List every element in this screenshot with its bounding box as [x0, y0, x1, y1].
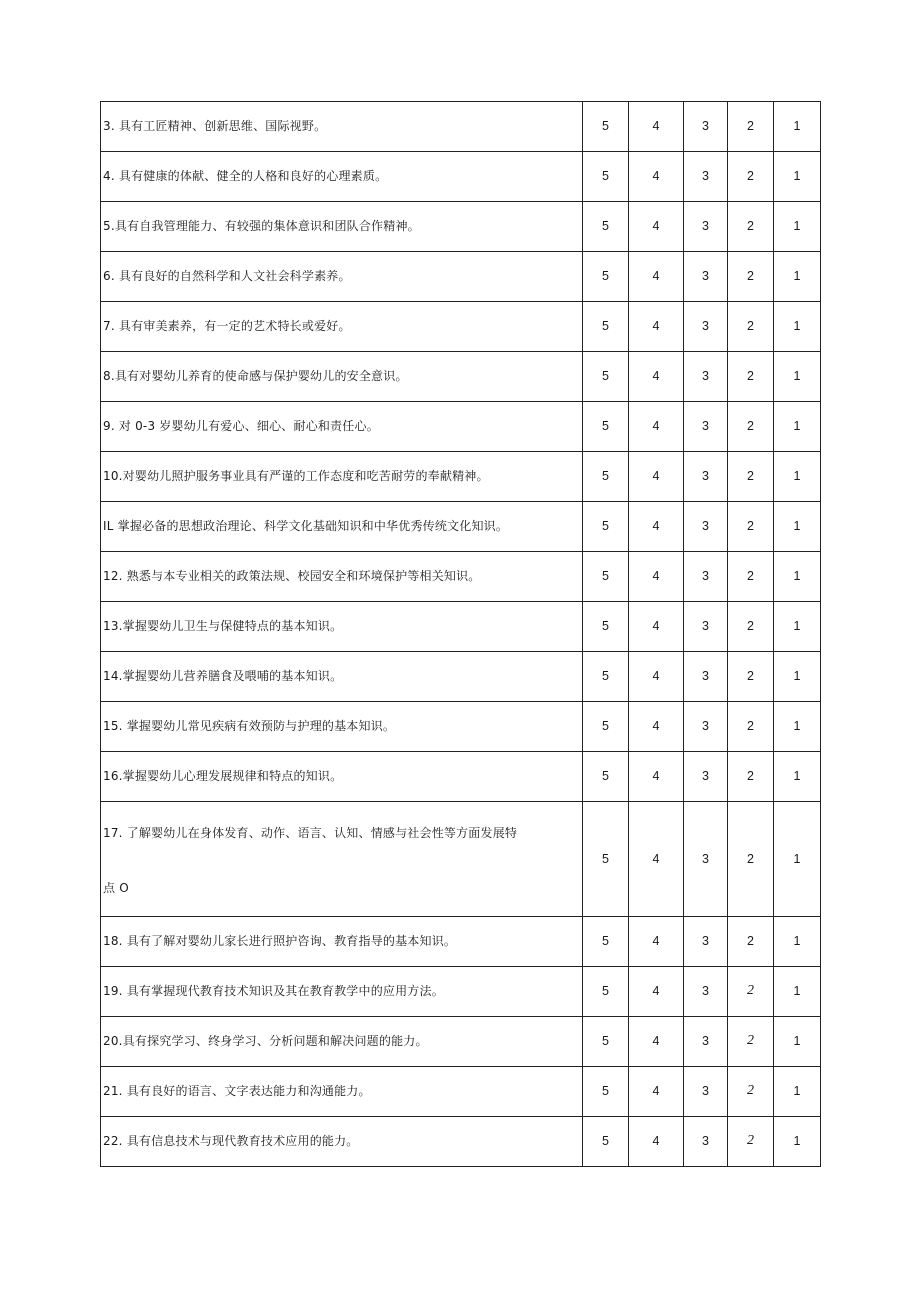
score-4[interactable]: 4: [629, 1117, 684, 1167]
score-1[interactable]: 1: [774, 102, 821, 152]
item-text-line: 17. 了解婴幼儿在身体发育、动作、语言、认知、情感与社会性等方面发展特: [103, 826, 518, 840]
score-4[interactable]: 4: [629, 602, 684, 652]
score-1[interactable]: 1: [774, 352, 821, 402]
score-3[interactable]: 3: [684, 702, 728, 752]
score-4[interactable]: 4: [629, 552, 684, 602]
score-1[interactable]: 1: [774, 202, 821, 252]
score-2[interactable]: 2: [728, 502, 774, 552]
score-1[interactable]: 1: [774, 652, 821, 702]
table-row: [101, 1067, 821, 1117]
score-5[interactable]: 5: [583, 802, 629, 917]
score-3[interactable]: 3: [684, 402, 728, 452]
score-3[interactable]: 3: [684, 252, 728, 302]
table-row: [101, 252, 821, 302]
item-text: 15. 掌握婴幼儿常见疾病有效预防与护理的基本知识。: [101, 702, 583, 752]
score-4[interactable]: 4: [629, 152, 684, 202]
item-text: 13.掌握婴幼儿卫生与保健特点的基本知识。: [101, 602, 583, 652]
item-text: 9. 对 0-3 岁婴幼儿有爱心、细心、耐心和责任心。: [101, 402, 583, 452]
table-row: [101, 152, 821, 202]
score-4[interactable]: 4: [629, 702, 684, 752]
score-4[interactable]: 4: [629, 1017, 684, 1067]
score-3[interactable]: 3: [684, 652, 728, 702]
table-row: [101, 967, 821, 1017]
score-3[interactable]: 3: [684, 102, 728, 152]
item-text: 14.掌握婴幼儿营养膳食及喂哺的基本知识。: [101, 652, 583, 702]
rating-table: [100, 101, 821, 1167]
item-text: 8.具有对婴幼儿养育的使命感与保护婴幼儿的安全意识。: [101, 352, 583, 402]
score-2[interactable]: 2: [728, 452, 774, 502]
score-3[interactable]: 3: [684, 152, 728, 202]
score-2[interactable]: 2: [728, 352, 774, 402]
score-4[interactable]: 4: [629, 917, 684, 967]
score-5[interactable]: 5: [583, 1067, 629, 1117]
score-4[interactable]: 4: [629, 302, 684, 352]
score-1[interactable]: 1: [774, 552, 821, 602]
score-4[interactable]: 4: [629, 452, 684, 502]
score-2[interactable]: 2: [728, 252, 774, 302]
table-row: [101, 452, 821, 502]
score-5[interactable]: 5: [583, 917, 629, 967]
score-3[interactable]: 3: [684, 452, 728, 502]
table-row: [101, 917, 821, 967]
score-3[interactable]: 3: [684, 917, 728, 967]
table-row: [101, 102, 821, 152]
score-4[interactable]: 4: [629, 1067, 684, 1117]
item-text: 18. 具有了解对婴幼儿家长进行照护咨询、教育指导的基本知识。: [101, 917, 583, 967]
score-2[interactable]: 2: [728, 802, 774, 917]
table-row: [101, 752, 821, 802]
score-5[interactable]: 5: [583, 1117, 629, 1167]
item-text: 5.具有自我管理能力、有较强的集体意识和团队合作精神。: [101, 202, 583, 252]
table-row: [101, 1117, 821, 1167]
item-text: 20.具有探究学习、终身学习、分析问题和解决问题的能力。: [101, 1017, 583, 1067]
score-1[interactable]: 1: [774, 917, 821, 967]
score-3[interactable]: 3: [684, 802, 728, 917]
score-2[interactable]: 2: [728, 152, 774, 202]
table-row: [101, 202, 821, 252]
score-2[interactable]: 2: [728, 1117, 774, 1167]
score-5[interactable]: 5: [583, 302, 629, 352]
score-1[interactable]: 1: [774, 252, 821, 302]
score-5[interactable]: 5: [583, 702, 629, 752]
score-2[interactable]: 2: [728, 1017, 774, 1067]
item-text: 21. 具有良好的语言、文字表达能力和沟通能力。: [101, 1067, 583, 1117]
item-text-line: 点 O: [103, 881, 129, 895]
score-1[interactable]: 1: [774, 602, 821, 652]
score-1[interactable]: 1: [774, 1117, 821, 1167]
table-row: [101, 602, 821, 652]
score-4[interactable]: 4: [629, 502, 684, 552]
table-row: [101, 702, 821, 752]
score-5[interactable]: 5: [583, 752, 629, 802]
score-4[interactable]: 4: [629, 102, 684, 152]
score-1[interactable]: 1: [774, 752, 821, 802]
table-row: [101, 402, 821, 452]
score-4[interactable]: 4: [629, 202, 684, 252]
score-2[interactable]: 2: [728, 302, 774, 352]
score-5[interactable]: 5: [583, 502, 629, 552]
score-3[interactable]: 3: [684, 1067, 728, 1117]
score-2[interactable]: 2: [728, 102, 774, 152]
score-4[interactable]: 4: [629, 252, 684, 302]
score-4[interactable]: 4: [629, 752, 684, 802]
table-row: [101, 652, 821, 702]
table-row: [101, 502, 821, 552]
item-text: 10.对婴幼儿照护服务事业具有严谨的工作态度和吃苦耐劳的奉献精神。: [101, 452, 583, 502]
score-1[interactable]: 1: [774, 1017, 821, 1067]
score-2[interactable]: 2: [728, 652, 774, 702]
score-5[interactable]: 5: [583, 252, 629, 302]
score-4[interactable]: 4: [629, 802, 684, 917]
score-5[interactable]: 5: [583, 652, 629, 702]
table-row: [101, 802, 821, 917]
item-text: 22. 具有信息技术与现代教育技术应用的能力。: [101, 1117, 583, 1167]
item-text: IL 掌握必备的思想政治理论、科学文化基础知识和中华优秀传统文化知识。: [101, 502, 583, 552]
table-row: [101, 352, 821, 402]
score-2[interactable]: 2: [728, 967, 774, 1017]
score-5[interactable]: 5: [583, 552, 629, 602]
score-3[interactable]: 3: [684, 502, 728, 552]
score-1[interactable]: 1: [774, 802, 821, 917]
score-1[interactable]: 1: [774, 402, 821, 452]
score-4[interactable]: 4: [629, 652, 684, 702]
item-text: 7. 具有审美素养，有一定的艺术特长或爱好。: [101, 302, 583, 352]
item-text: [101, 802, 583, 917]
score-3[interactable]: 3: [684, 967, 728, 1017]
item-text: 3. 具有工匠精神、创新思维、国际视野。: [101, 102, 583, 152]
score-5[interactable]: 5: [583, 452, 629, 502]
score-3[interactable]: 3: [684, 1017, 728, 1067]
score-5[interactable]: 5: [583, 402, 629, 452]
score-1[interactable]: 1: [774, 152, 821, 202]
score-1[interactable]: 1: [774, 1067, 821, 1117]
item-text: 6. 具有良好的自然科学和人文社会科学素养。: [101, 252, 583, 302]
score-5[interactable]: 5: [583, 202, 629, 252]
item-text: 16.掌握婴幼儿心理发展规律和特点的知识。: [101, 752, 583, 802]
score-1[interactable]: 1: [774, 502, 821, 552]
score-2[interactable]: 2: [728, 202, 774, 252]
score-1[interactable]: 1: [774, 702, 821, 752]
score-2[interactable]: 2: [728, 402, 774, 452]
score-2[interactable]: 2: [728, 702, 774, 752]
score-3[interactable]: 3: [684, 752, 728, 802]
score-4[interactable]: 4: [629, 352, 684, 402]
score-3[interactable]: 3: [684, 552, 728, 602]
score-5[interactable]: 5: [583, 102, 629, 152]
score-1[interactable]: 1: [774, 452, 821, 502]
table-row: [101, 1017, 821, 1067]
score-2[interactable]: 2: [728, 917, 774, 967]
table-row: [101, 552, 821, 602]
score-5[interactable]: 5: [583, 152, 629, 202]
score-1[interactable]: 1: [774, 302, 821, 352]
score-5[interactable]: 5: [583, 352, 629, 402]
score-5[interactable]: 5: [583, 1017, 629, 1067]
score-3[interactable]: 3: [684, 352, 728, 402]
score-2[interactable]: 2: [728, 552, 774, 602]
item-text: 19. 具有掌握现代教育技术知识及其在教育教学中的应用方法。: [101, 967, 583, 1017]
score-3[interactable]: 3: [684, 202, 728, 252]
score-5[interactable]: 5: [583, 967, 629, 1017]
score-2[interactable]: 2: [728, 752, 774, 802]
item-text: 12. 熟悉与本专业相关的政策法规、校园安全和环境保护等相关知识。: [101, 552, 583, 602]
score-3[interactable]: 3: [684, 1117, 728, 1167]
score-2[interactable]: 2: [728, 1067, 774, 1117]
score-2[interactable]: 2: [728, 602, 774, 652]
score-1[interactable]: 1: [774, 967, 821, 1017]
score-4[interactable]: 4: [629, 967, 684, 1017]
score-3[interactable]: 3: [684, 602, 728, 652]
score-3[interactable]: 3: [684, 302, 728, 352]
score-5[interactable]: 5: [583, 602, 629, 652]
score-4[interactable]: 4: [629, 402, 684, 452]
table-row: [101, 302, 821, 352]
item-text: 4. 具有健康的体献、健全的人格和良好的心理素质。: [101, 152, 583, 202]
